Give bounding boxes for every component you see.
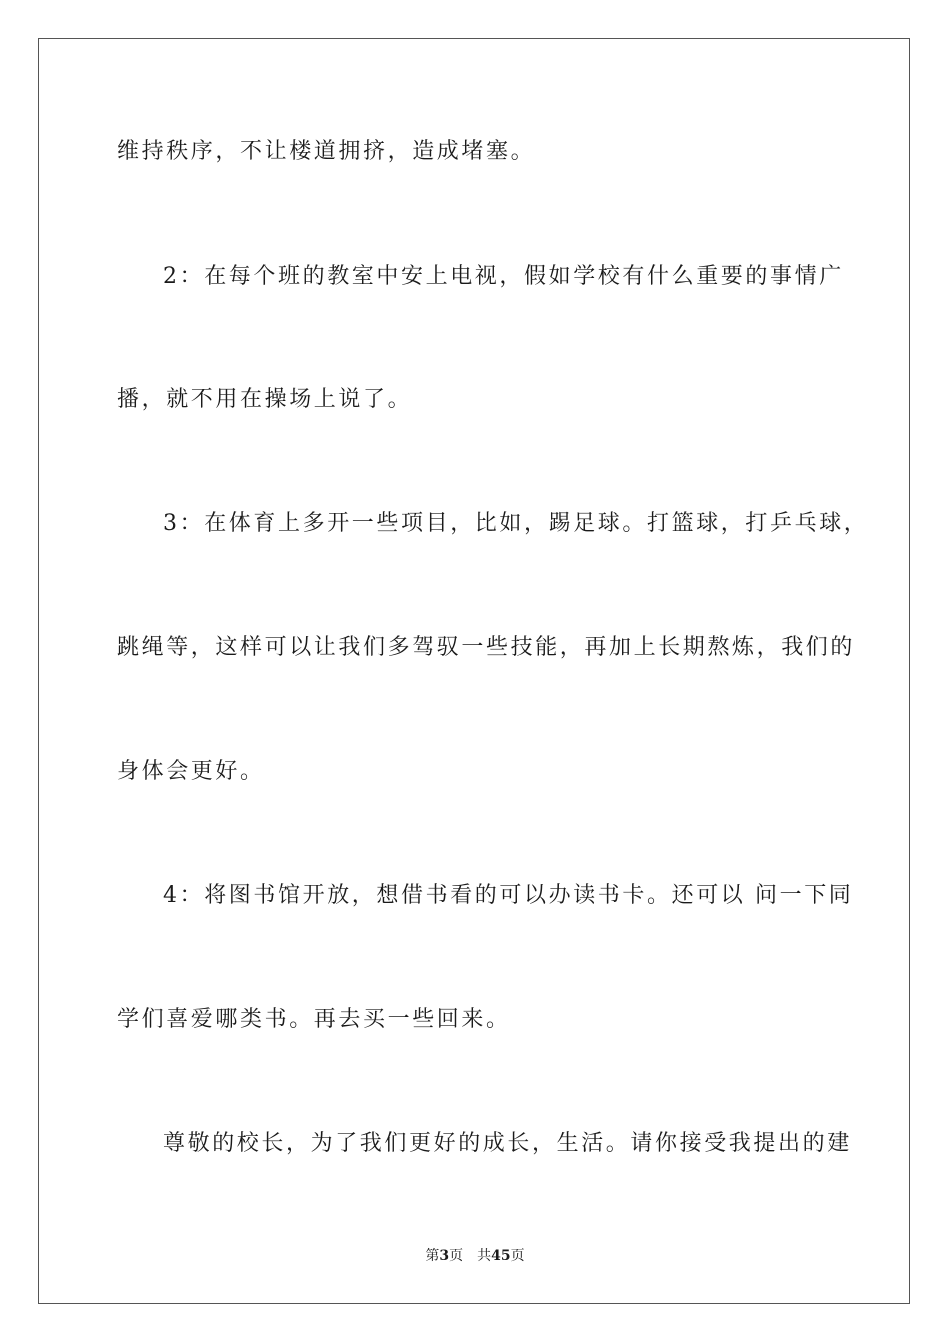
- total-pages: 45: [491, 1248, 511, 1264]
- page-suffix: 页: [449, 1248, 464, 1264]
- page-prefix: 第: [425, 1248, 440, 1264]
- text-line-5: 跳绳等，这样可以让我们多驾驭一些技能，再加上长期熬炼，我们的: [117, 635, 856, 660]
- text-line-6: 身体会更好。: [117, 759, 265, 784]
- text-line-4: 3：在体育上多开一些项目，比如，踢足球。打篮球，打乒乓球，: [163, 511, 869, 536]
- text-line-7: 4：将图书馆开放，想借书看的可以办读书卡。还可以 问一下同: [163, 883, 854, 908]
- text-line-9: 尊敬的校长，为了我们更好的成长，生活。请你接受我提出的建: [163, 1131, 852, 1156]
- text-line-1: 维持秩序，不让楼道拥挤，造成堵塞。: [117, 139, 536, 164]
- text-line-2: 2：在每个班的教室中安上电视，假如学校有什么重要的事情广: [163, 264, 844, 289]
- page-border: [38, 38, 910, 1304]
- total-prefix: 共: [477, 1248, 492, 1264]
- page-footer: [0, 1247, 950, 1265]
- total-suffix: 页: [510, 1248, 525, 1264]
- page-number: 3: [439, 1248, 450, 1264]
- text-line-3: 播，就不用在操场上说了。: [117, 387, 413, 412]
- text-line-8: 学们喜爱哪类书。再去买一些回来。: [117, 1007, 511, 1032]
